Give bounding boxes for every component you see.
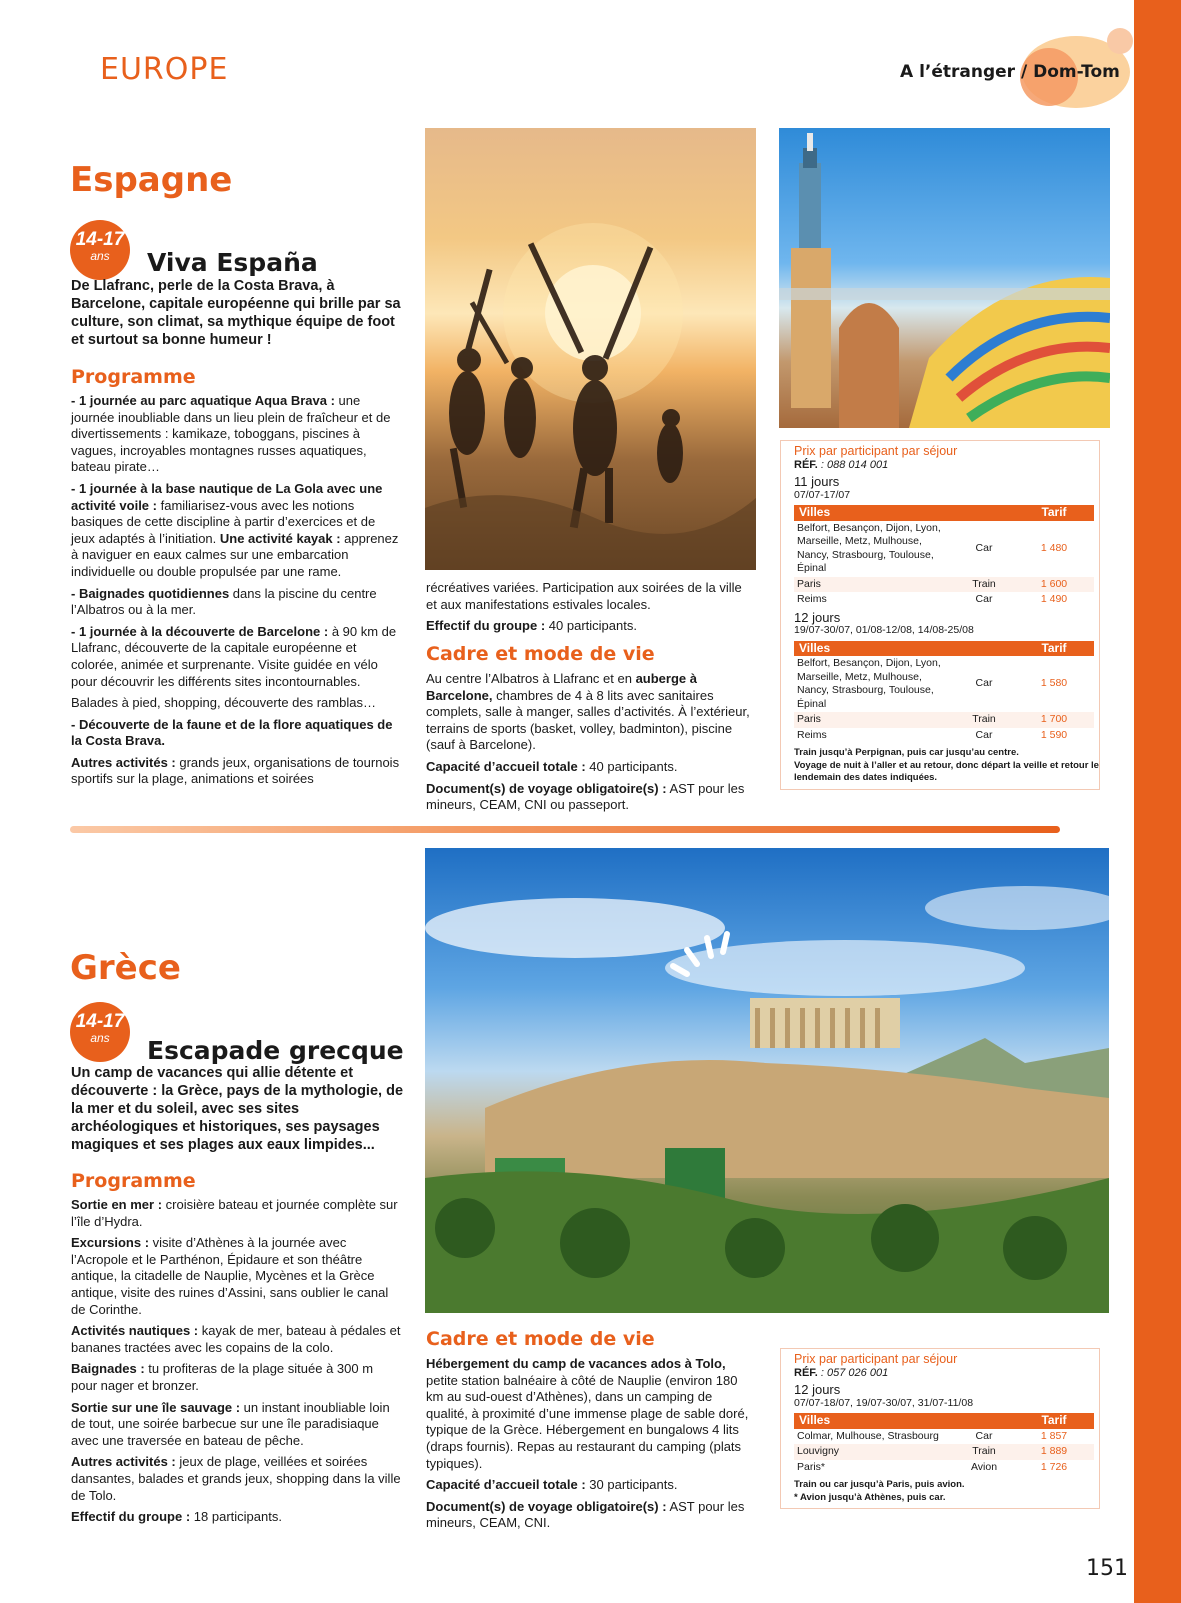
age-range: 14-17 [75,1011,125,1032]
trip-intro-greece: Un camp de vacances qui allie détente et découverte : la Grèce, pays de la mythologie, de la mer et du soleil, avec ses sites archéologiques et historiques, ses paysages magiques et ses plages aux eaux limpides... [71,1065,404,1153]
price-notes: Train ou car jusqu’à Paris, puis avion. * Avion jusqu’à Athènes, puis car. [794,1479,965,1503]
price-box-spain [780,440,1100,790]
table-row: Colmar, Mulhouse, Strasbourg Car 1 857 [797,1429,1068,1442]
cadre-title-greece: Cadre et mode de vie [426,1328,655,1350]
table-row: Paris* Avion 1 726 [797,1460,1068,1473]
cadre-column-spain [426,671,756,819]
col-tarif: Tarif [1014,505,1094,521]
program-item: Baignades : tu profiteras de la plage située à 300 m pour nager et bronzer. [71,1361,374,1393]
price-box-greece [780,1348,1100,1509]
program-item: Autres activités : grands jeux, organisations de tournois sportifs sur la plage, animations et soirées [71,754,400,787]
program-title-greece: Programme [71,1170,196,1192]
section-heading: EUROPE [100,52,229,87]
table-row: Belfort, Besançon, Dijon, Lyon, Marseille, Metz, Mulhouse, Nancy, Strasbourg, Toulouse, Épinal Car 1 580 [797,657,1068,710]
age-unit: ans [90,1031,110,1045]
program-column-greece [71,1197,401,1531]
side-color-band [1134,0,1181,1603]
program-item: - Découverte de la faune et de la flore aquatiques de la Costa Brava. [71,716,393,749]
program-item: - 1 journée au parc aquatique Aqua Brava : une journée inoubliable dans un lieu plein de fraîcheur et de divertissements : kamikaze, toboggans, piscines à vagues, incroyables montagnes russes aquatiques, bateau pirate… [71,393,391,475]
table-row: Paris Train 1 700 [794,712,1094,728]
cadre-text: Au centre l’Albatros à Llafranc et en auberge à Barcelone, chambres de 4 à 8 lits avec sanitaires complets, salle à manger, salles d’activités. À l’extérieur, terrains de sports (basket, volley, badminton), piscine (sauf à Barcelone). [426,671,750,753]
price-notes: Train jusqu’à Perpignan, puis car jusqu’au centre. Voyage de nuit à l’aller et au retour, donc départ la veille et retour le lendemain des dates indiquées. [794,747,1099,783]
price-table [794,641,1094,744]
dates: 19/07-30/07, 01/08-12/08, 14/08-25/08 [794,624,974,636]
program-continuation: récréatives variées. Participation aux soirées de la ville et aux manifestations estivales locales. [426,580,742,612]
dates: 07/07-18/07, 19/07-30/07, 31/07-11/08 [794,1396,974,1409]
program-item: - 1 journée à la base nautique de La Gola avec une activité voile : familiarisez-vous avec les notions basiques de cette discipline à partir d’exercices et de jeux adaptés à l’initiation. Une activité kayak : apprenez à naviguer en eaux calmes sur une embarcation individuelle ou double propulsée par une rame. [71,480,399,579]
program-item: Activités nautiques : kayak de mer, bateau à pédales et bananes tractées avec les copains de la colo. [71,1323,401,1355]
age-badge [70,1002,130,1062]
age-range: 14-17 [75,229,125,250]
col-villes: Villes [794,505,1014,521]
program-item: Balades à pied, shopping, découverte des ramblas… [71,695,376,711]
program-column-spain [71,393,401,793]
beach-photo-illustration [425,128,756,570]
program-item: Excursions : visite d’Athènes à la journée avec l’Acropole et le Parthénon, Épidaure et son théâtre antique, la citadelle de Nauplie, Mycènes et la Grèce antique, visite des ruines d’Assini, sans oublier le canal de Corinthe. [71,1235,389,1317]
duration: 12 jours [794,1382,841,1397]
reference: RÉF. : 057 026 001 [794,1366,889,1379]
details-column-spain [426,580,756,640]
price-table [794,505,1094,608]
cadre-column-greece [426,1356,756,1537]
price-table [794,1413,1094,1475]
acropolis-photo [425,848,1109,1313]
program-item: Sortie sur une île sauvage : un instant inoubliable loin de tout, une soirée barbecue sur une île paradisiaque avec une traversée en bateau de pêche. [71,1399,390,1448]
barcelona-photo [779,128,1110,428]
capacity: Capacité d’accueil totale : 40 participants. [426,758,678,774]
price-header: Prix par participant par séjour [794,1352,958,1366]
documents: Document(s) de voyage obligatoire(s) : AST pour les mineurs, CEAM, CNI. [426,1498,745,1531]
header-deco-circle-small [1107,28,1133,54]
program-title-spain: Programme [71,366,196,388]
col-villes: Villes [794,1413,1014,1429]
cadre-title-spain: Cadre et mode de vie [426,643,655,665]
table-row: Louvigny Train 1 889 [794,1444,1094,1460]
program-item: Autres activités : jeux de plage, veillées et soirées dansantes, balades et grands jeux, shopping dans la ville de Tolo. [71,1454,401,1503]
col-tarif: Tarif [1014,641,1094,657]
dates: 07/07-17/07 [794,488,851,501]
documents: Document(s) de voyage obligatoire(s) : AST pour les mineurs, CEAM, CNI ou passeport. [426,780,745,813]
section-divider [70,826,1060,833]
trip-title-greece: Escapade grecque [147,1036,404,1065]
barcelona-photo-illustration [779,128,1110,428]
country-title-spain: Espagne [70,160,233,200]
program-item: - 1 journée à la découverte de Barcelone : à 90 km de Llafranc, découverte de la capitale européenne et colorée, animée et surprenante. Visite guidée en vélo pour découvrir les différents sites incontournables. [71,623,397,689]
price-header: Prix par participant par séjour [794,444,958,458]
acropolis-photo-illustration [425,848,1109,1313]
group-size: Effectif du groupe : 40 participants. [426,618,637,634]
age-unit: ans [90,249,110,263]
trip-intro-spain: De Llafranc, perle de la Costa Brava, à Barcelone, capitale européenne qui brille par sa culture, son climat, sa mythique équipe de foot et surtout sa bonne humeur ! [71,278,401,348]
country-title-greece: Grèce [70,948,181,988]
col-tarif: Tarif [1014,1413,1094,1429]
cadre-text: Hébergement du camp de vacances ados à Tolo, petite station balnéaire à côté de Nauplie (environ 180 km au sud-ouest d’Athènes), dans un camping de qualité, à proximité d’une immense plage de sable doré, typique de la Grèce. Hébergement en bungalows 4 lits (draps fournis). Repas au restaurant du camping (plats typiques). [426,1356,749,1471]
trip-title-spain: Viva España [147,248,318,277]
table-row: Reims Car 1 490 [797,593,1068,605]
beach-photo [425,128,756,570]
table-row: Paris Train 1 600 [794,577,1094,593]
table-row: Reims Car 1 590 [797,728,1068,741]
program-item: Effectif du groupe : 18 participants. [71,1509,282,1525]
program-item: - Baignades quotidiennes dans la piscine du centre l’Albatros ou à la mer. [71,585,377,618]
program-item: Sortie en mer : croisière bateau et journée complète sur l’île d’Hydra. [71,1197,398,1229]
capacity: Capacité d’accueil totale : 30 participants. [426,1477,678,1493]
reference: RÉF. : 088 014 001 [794,458,889,471]
page-number: 151 [1086,1556,1128,1581]
section-breadcrumb: A l’étranger / Dom-Tom [900,62,1120,82]
col-villes: Villes [794,641,1014,657]
duration: 12 jours [794,609,841,625]
age-badge [70,220,130,280]
table-row: Belfort, Besançon, Dijon, Lyon, Marseille, Metz, Mulhouse, Nancy, Strasbourg, Toulouse, Épinal Car 1 480 [797,521,1068,574]
duration: 11 jours [794,474,840,489]
